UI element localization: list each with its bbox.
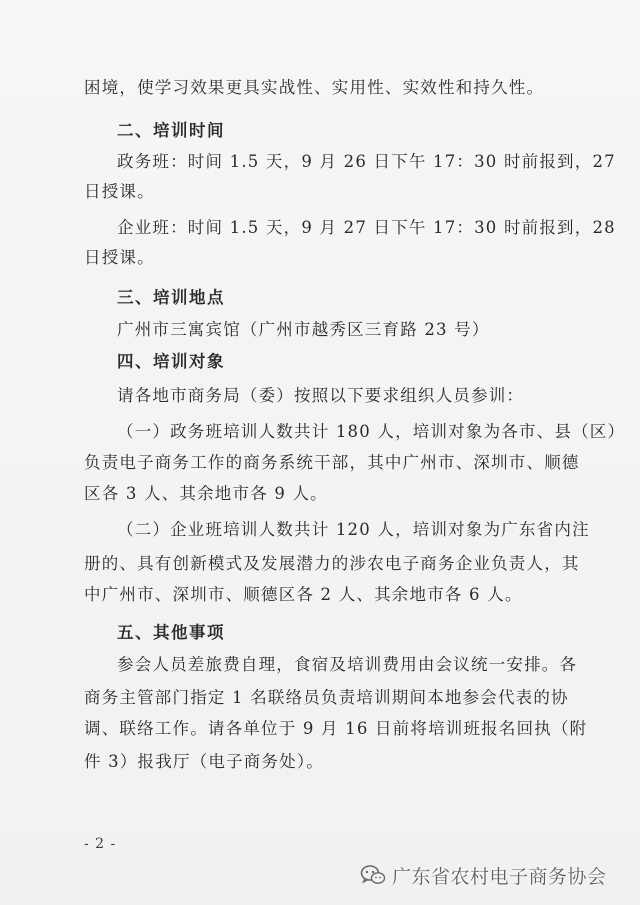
body-line: 商务主管部门指定 1 名联络员负责培训期间本地参会代表的协	[84, 688, 569, 707]
body-line: 日授课。	[84, 182, 155, 201]
body-line: 政务班：时间 1.5 天，9 月 26 日下午 17：30 时前报到，27	[117, 152, 616, 171]
body-line: 企业班：时间 1.5 天，9 月 27 日下午 17：30 时前报到，28	[117, 218, 616, 237]
body-line: 参会人员差旅费自理，食宿及培训费用由会议统一安排。各	[117, 655, 578, 674]
section-heading-participants: 四、培训对象	[117, 352, 225, 371]
body-line: 册的、具有创新模式及发展潜力的涉农电子商务企业负责人，其	[84, 554, 580, 573]
body-line: 困境，使学习效果更具实战性、实用性、实效性和持久性。	[84, 78, 545, 97]
wechat-icon	[360, 864, 386, 886]
body-line: 中广州市、深圳市、顺德区各 2 人、其余地市各 6 人。	[84, 585, 523, 604]
section-heading-other: 五、其他事项	[117, 623, 225, 642]
page-number: - 2 -	[84, 836, 117, 852]
body-line: 日授课。	[84, 248, 155, 267]
body-line: 调、联络工作。请各单位于 9 月 16 日前将培训班报名回执（附	[84, 719, 588, 738]
body-line: 请各地市商务局（委）按照以下要求组织人员参训：	[117, 386, 525, 405]
section-heading-location: 三、培训地点	[117, 288, 225, 307]
body-line: （一）政务班培训人数共计 180 人，培训对象为各市、县（区）	[117, 422, 626, 441]
section-heading-time: 二、培训时间	[117, 121, 225, 140]
body-line: 件 3）报我厅（电子商务处）。	[84, 752, 324, 771]
watermark	[360, 860, 635, 890]
body-line: 广州市三寓宾馆（广州市越秀区三育路 23 号）	[117, 320, 490, 339]
body-line: 负责电子商务工作的商务系统干部，其中广州市、深圳市、顺德	[84, 453, 580, 472]
body-line: （二）企业班培训人数共计 120 人，培训对象为广东省内注	[117, 520, 590, 539]
body-line: 区各 3 人、其余地市各 9 人。	[84, 484, 328, 503]
watermark-text: 广东省农村电子商务协会	[392, 865, 607, 888]
